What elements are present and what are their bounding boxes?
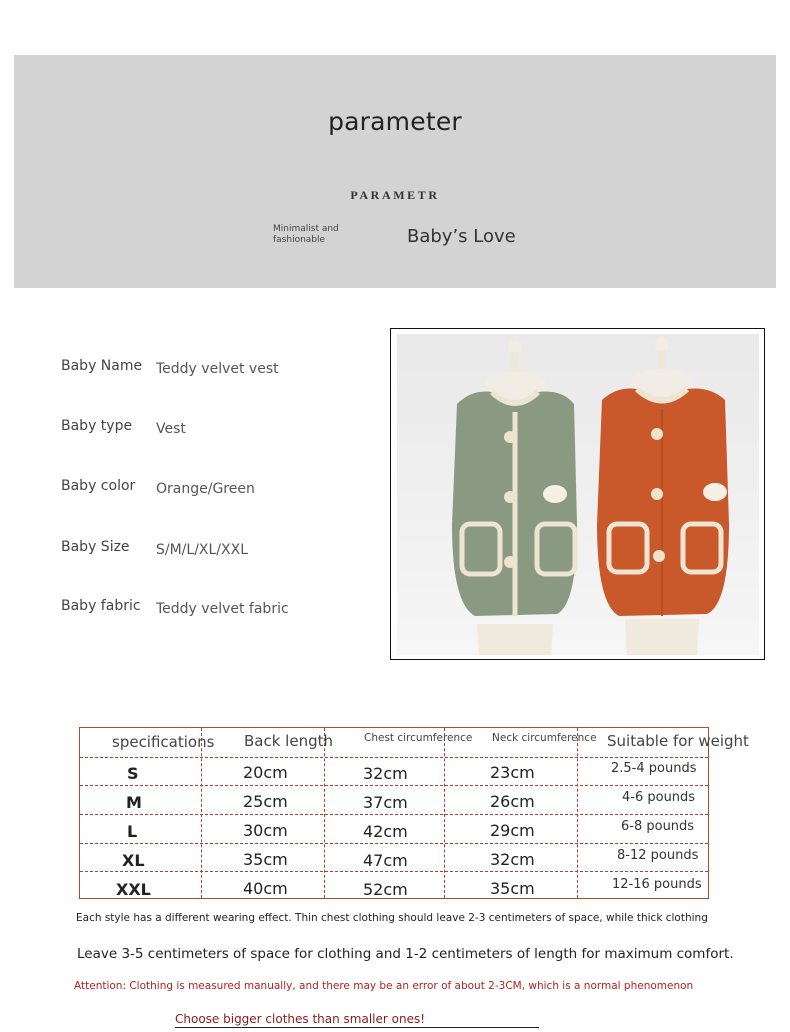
param-label: Baby Size bbox=[61, 539, 130, 555]
table-header: specifications bbox=[112, 733, 215, 751]
param-row-color bbox=[61, 478, 381, 502]
param-label: Baby color bbox=[61, 478, 136, 494]
table-row-divider bbox=[80, 871, 708, 872]
table-header: Neck circumference bbox=[492, 732, 597, 744]
page-subtitle: PARAMETR bbox=[350, 188, 440, 202]
table-cell-back: 35cm bbox=[243, 850, 288, 869]
table-col-divider bbox=[577, 728, 578, 898]
size-table bbox=[79, 727, 749, 899]
two-vests-on-mannequins-image bbox=[397, 334, 759, 655]
table-cell-size: XL bbox=[122, 851, 145, 870]
table-cell-size: M bbox=[126, 793, 142, 812]
table-cell-back: 30cm bbox=[243, 821, 288, 840]
param-value: S/M/L/XL/XXL bbox=[156, 542, 249, 558]
table-cell-chest: 42cm bbox=[363, 822, 408, 841]
param-row-type bbox=[61, 418, 381, 442]
table-row-divider bbox=[80, 843, 708, 844]
table-row-divider bbox=[80, 785, 708, 786]
brand-name: Baby’s Love bbox=[407, 226, 516, 247]
param-value: Vest bbox=[156, 421, 186, 437]
table-cell-weight: 6-8 pounds bbox=[621, 819, 695, 834]
table-cell-back: 20cm bbox=[243, 763, 288, 782]
wearing-note: Each style has a different wearing effect. Thin chest clothing should leave 2-3 centimeters of space, while thick clothing bbox=[76, 912, 708, 924]
header-banner bbox=[14, 55, 776, 288]
table-cell-neck: 26cm bbox=[490, 792, 535, 811]
param-row-size bbox=[61, 539, 381, 563]
table-header: Suitable for weight bbox=[607, 732, 749, 750]
table-col-divider bbox=[201, 728, 202, 898]
table-cell-weight: 4-6 pounds bbox=[622, 790, 696, 805]
page-title: parameter bbox=[328, 107, 462, 136]
param-value: Orange/Green bbox=[156, 481, 255, 497]
product-photo bbox=[390, 328, 765, 660]
table-col-divider bbox=[444, 728, 445, 898]
tagline: Minimalist and fashionable bbox=[273, 224, 339, 245]
table-cell-size: XXL bbox=[116, 880, 151, 899]
param-label: Baby Name bbox=[61, 358, 143, 374]
table-cell-chest: 32cm bbox=[363, 764, 408, 783]
table-cell-size: L bbox=[127, 822, 138, 841]
size-tip: Choose bigger clothes than smaller ones! bbox=[175, 1012, 539, 1028]
attention-note: Attention: Clothing is measured manually, and there may be an error of about 2-3CM, which is a normal phenomenon bbox=[74, 980, 694, 992]
param-value: Teddy velvet vest bbox=[156, 361, 279, 377]
table-cell-chest: 47cm bbox=[363, 851, 408, 870]
table-cell-back: 40cm bbox=[243, 879, 288, 898]
table-cell-neck: 23cm bbox=[490, 763, 535, 782]
comfort-note: Leave 3-5 centimeters of space for clothing and 1-2 centimeters of length for maximum comfort. bbox=[77, 946, 734, 962]
param-value: Teddy velvet fabric bbox=[156, 601, 289, 617]
table-cell-neck: 32cm bbox=[490, 850, 535, 869]
table-cell-chest: 52cm bbox=[363, 880, 408, 899]
table-cell-chest: 37cm bbox=[363, 793, 408, 812]
table-cell-weight: 8-12 pounds bbox=[617, 848, 699, 863]
table-cell-back: 25cm bbox=[243, 792, 288, 811]
param-label: Baby type bbox=[61, 418, 133, 434]
param-row-name bbox=[61, 358, 381, 382]
param-row-fabric bbox=[61, 598, 381, 622]
table-header: Back length bbox=[244, 732, 333, 750]
param-label: Baby fabric bbox=[61, 598, 141, 614]
table-cell-weight: 12-16 pounds bbox=[612, 877, 702, 892]
table-col-divider bbox=[324, 728, 325, 898]
table-row-divider bbox=[80, 814, 708, 815]
table-cell-size: S bbox=[127, 764, 139, 783]
table-cell-weight: 2.5-4 pounds bbox=[611, 761, 697, 776]
table-cell-neck: 35cm bbox=[490, 879, 535, 898]
table-cell-neck: 29cm bbox=[490, 821, 535, 840]
table-header: Chest circumference bbox=[364, 732, 473, 744]
table-row-divider bbox=[80, 757, 708, 758]
